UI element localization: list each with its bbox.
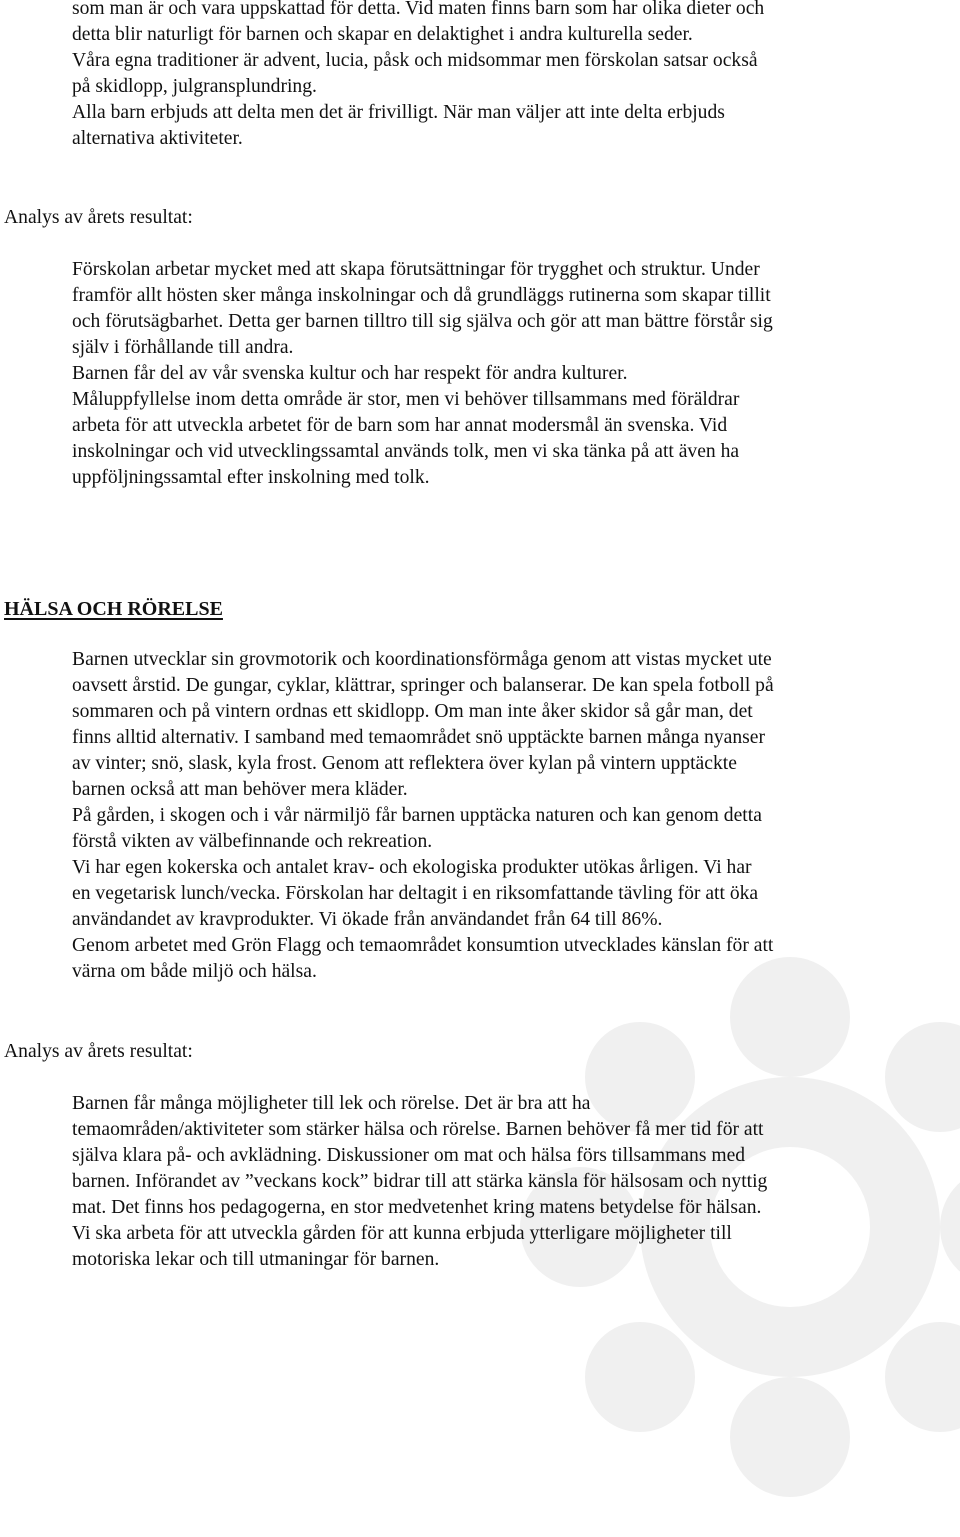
- paragraph-line: Barnen får många möjligheter till lek och rörelse. Det är bra att ha: [72, 1093, 591, 1114]
- paragraph-line: temaområden/aktiviteter som stärker hälsa och rörelse. Barnen behöver få mer tid för att: [72, 1119, 764, 1140]
- paragraph-line: värna om både miljö och hälsa.: [72, 961, 317, 982]
- paragraph-line: Våra egna traditioner är advent, lucia, påsk och midsommar men förskolan satsar också: [72, 50, 758, 71]
- paragraph-line: sommaren och på vintern ordnas ett skidlopp. Om man inte åker skidor så går man, det: [72, 701, 753, 722]
- section-heading: HÄLSA OCH RÖRELSE: [4, 598, 223, 620]
- paragraph-line: motoriska lekar och till utmaningar för barnen.: [72, 1249, 440, 1270]
- paragraph-line: Barnen får del av vår svenska kultur och har respekt för andra kulturer.: [72, 363, 628, 384]
- paragraph-line: Förskolan arbetar mycket med att skapa förutsättningar för trygghet och struktur. Under: [72, 259, 760, 280]
- paragraph-line: Måluppfyllelse inom detta område är stor, men vi behöver tillsammans med föräldrar: [72, 389, 740, 410]
- paragraph-line: inskolningar och vid utvecklingssamtal används tolk, men vi ska tänka på att även ha: [72, 441, 740, 462]
- paragraph-line: uppföljningssamtal efter inskolning med tolk.: [72, 467, 430, 488]
- paragraph-line: Genom arbetet med Grön Flagg och temaområdet konsumtion utvecklades känslan för att: [72, 935, 774, 956]
- paragraph-line: mat. Det finns hos pedagogerna, en stor medvetenhet kring matens betydelse för hälsan.: [72, 1197, 762, 1218]
- paragraph-line: framför allt hösten sker många inskolningar och då grundläggs rutinerna som skapar tillit: [72, 285, 771, 306]
- analysis-label: Analys av årets resultat:: [4, 207, 193, 228]
- paragraph-line: Alla barn erbjuds att delta men det är frivilligt. När man väljer att inte delta erbjuds: [72, 102, 725, 123]
- paragraph-line: alternativa aktiviteter.: [72, 128, 243, 149]
- paragraph-line: Vi har egen kokerska och antalet krav- och ekologiska produkter utökas årligen. Vi har: [72, 857, 752, 878]
- paragraph-line: av vinter; snö, slask, kyla frost. Genom att reflektera över kylan på vintern upptäckte: [72, 753, 737, 774]
- paragraph-line: oavsett årstid. De gungar, cyklar, klättrar, springer och balanserar. De kan spela fotboll på: [72, 675, 774, 696]
- paragraph-line: Vi ska arbeta för att utveckla gården för att kunna erbjuda ytterligare möjligheter till: [72, 1223, 732, 1244]
- paragraph-line: arbeta för att utveckla arbetet för de barn som har annat modersmål än svenska. Vid: [72, 415, 728, 436]
- paragraph-line: som man är och vara uppskattad för detta. Vid maten finns barn som har olika dieter och: [72, 0, 765, 19]
- paragraph-line: användandet av kravprodukter. Vi ökade från användandet från 64 till 86%.: [72, 909, 663, 930]
- paragraph-line: detta blir naturligt för barnen och skapar en delaktighet i andra kulturella seder.: [72, 24, 693, 45]
- paragraph-line: På gården, i skogen och i vår närmiljö får barnen upptäcka naturen och kan genom detta: [72, 805, 762, 826]
- paragraph-line: på skidlopp, julgransplundring.: [72, 76, 317, 97]
- paragraph-line: förstå vikten av välbefinnande och rekreation.: [72, 831, 433, 852]
- paragraph-line: och förutsägbarhet. Detta ger barnen tilltro till sig själva och gör att man bättre förstår sig: [72, 311, 773, 332]
- paragraph-line: själv i förhållande till andra.: [72, 337, 294, 358]
- paragraph-line: finns alltid alternativ. I samband med temaområdet snö upptäckte barnen många nyanser: [72, 727, 765, 748]
- paragraph-line: Barnen utvecklar sin grovmotorik och koordinationsförmåga genom att vistas mycket ute: [72, 649, 772, 670]
- paragraph-line: själva klara på- och avklädning. Diskussioner om mat och hälsa förs tillsammans med: [72, 1145, 746, 1166]
- paragraph-line: barnen också att man behöver mera kläder.: [72, 779, 408, 800]
- paragraph-line: en vegetarisk lunch/vecka. Förskolan har deltagit i en riksomfattande tävling för att öka: [72, 883, 759, 904]
- analysis-label: Analys av årets resultat:: [4, 1041, 193, 1062]
- paragraph-line: barnen. Införandet av ”veckans kock” bidrar till att stärka känsla för hälsosam och nyttig: [72, 1171, 768, 1192]
